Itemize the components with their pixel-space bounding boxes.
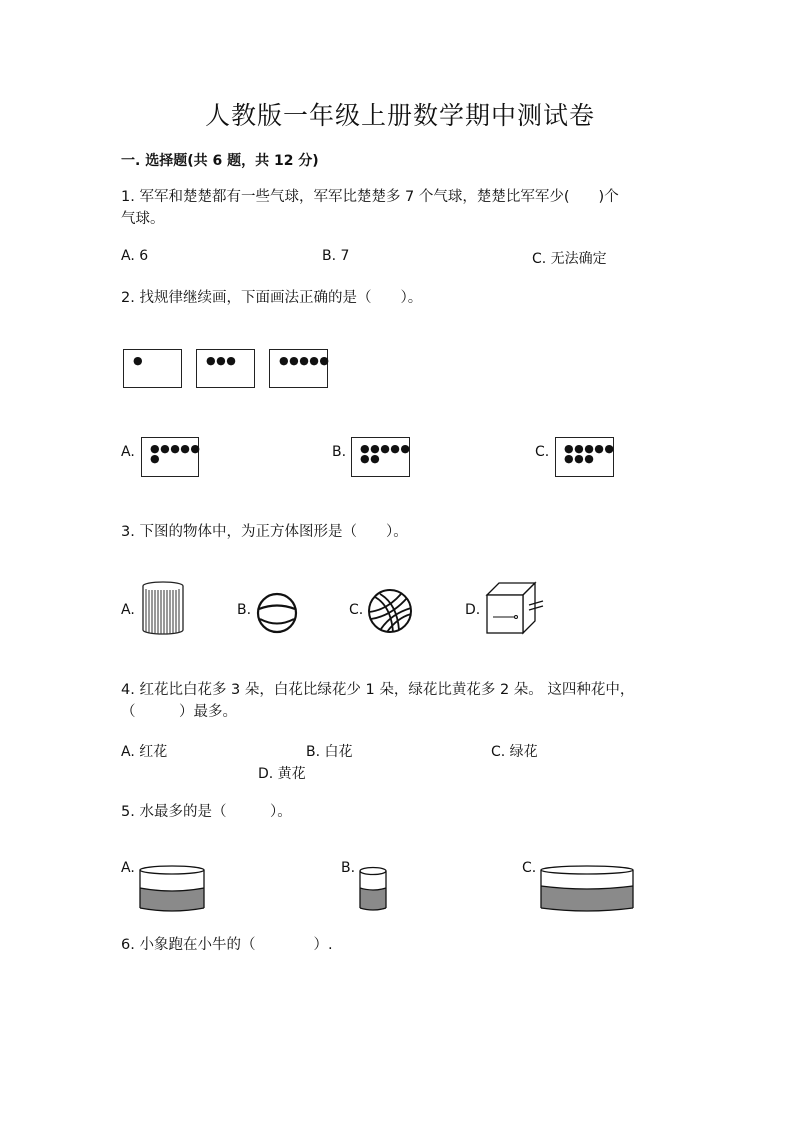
volleyball-icon[interactable]	[367, 588, 413, 634]
dot-group: ●●●●● ●●●	[564, 442, 615, 465]
pattern-box-1	[123, 349, 182, 388]
wide-container-c-icon[interactable]	[539, 864, 635, 914]
question-1-option-b[interactable]: B. 7	[322, 248, 350, 264]
question-2-option-b-label[interactable]: B.	[332, 444, 347, 460]
question-2-option-a-box[interactable]	[141, 437, 199, 477]
pattern-box-3	[269, 349, 328, 388]
cube-box-icon[interactable]	[485, 581, 545, 635]
question-4-option-b[interactable]: B. 白花	[306, 744, 353, 760]
question-1-option-c[interactable]: C. 无法确定	[532, 251, 607, 267]
page-title: 人教版一年级上册数学期中测试卷	[204, 101, 595, 130]
ball-icon[interactable]	[256, 592, 298, 634]
question-3-option-c-label[interactable]: C.	[349, 602, 364, 618]
question-5-option-b-label[interactable]: B.	[341, 860, 356, 876]
dot-group: ●●●●● ●	[150, 442, 201, 465]
question-1-text	[121, 186, 619, 230]
question-6-text: 6. 小象跑在小牛的（ ）.	[121, 937, 333, 953]
dot-group: ●●●●●	[279, 354, 330, 367]
section-heading: 一. 选择题(共 6 题，共 12 分)	[121, 153, 319, 169]
question-1-option-a[interactable]: A. 6	[121, 248, 149, 264]
cylinder-icon[interactable]	[140, 580, 186, 636]
question-4-option-c[interactable]: C. 绿花	[491, 744, 538, 760]
question-2-option-c-label[interactable]: C.	[535, 444, 550, 460]
question-3-option-a-label[interactable]: A.	[121, 602, 135, 618]
question-2-option-a-label[interactable]: A.	[121, 444, 135, 460]
question-4-option-d[interactable]: D. 黄花	[258, 766, 306, 782]
question-2-text: 2. 找规律继续画，下面画法正确的是（ ）。	[121, 290, 423, 306]
question-4-option-a[interactable]: A. 红花	[121, 744, 168, 760]
pattern-box-2	[196, 349, 255, 388]
narrow-cup-icon[interactable]	[358, 866, 388, 914]
question-4-line2: （ ）最多。	[121, 704, 237, 720]
wide-container-a-icon[interactable]	[138, 864, 206, 914]
dot-group: ●	[133, 354, 144, 367]
question-2-option-c-box[interactable]	[555, 437, 614, 477]
question-1-line2: 气球。	[121, 211, 165, 227]
question-4-text	[121, 679, 634, 723]
question-5-text: 5. 水最多的是（ ）。	[121, 804, 292, 820]
question-5-option-a-label[interactable]: A.	[121, 860, 135, 876]
dot-group: ●●●●● ●●	[360, 442, 411, 465]
question-1-line1: 1. 军军和楚楚都有一些气球，军军比楚楚多 7 个气球，楚楚比军军少( )个	[121, 189, 619, 205]
question-4-line1: 4. 红花比白花多 3 朵，白花比绿花少 1 朵，绿花比黄花多 2 朵。 这四种花中，	[121, 682, 635, 698]
dot-group: ●●●	[206, 354, 237, 367]
question-3-option-b-label[interactable]: B.	[237, 602, 252, 618]
question-5-option-c-label[interactable]: C.	[522, 860, 537, 876]
question-3-option-d-label[interactable]: D.	[465, 602, 481, 618]
question-3-text: 3. 下图的物体中，为正方体图形是（ ）。	[121, 524, 408, 540]
question-2-option-b-box[interactable]	[351, 437, 410, 477]
